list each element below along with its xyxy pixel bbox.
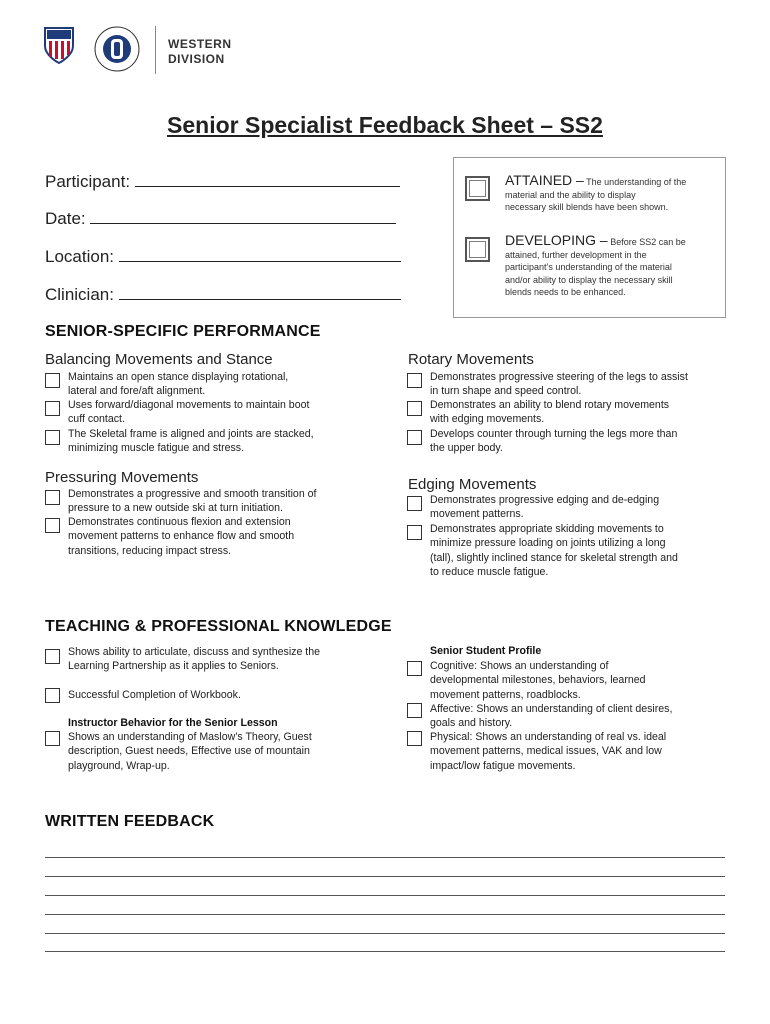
edging-checkbox-1[interactable] [407,496,422,511]
teaching-checkbox-3[interactable] [45,731,60,746]
cognitive-item: Cognitive: Shows an understanding of developmental milestones, behaviors, learned movement patterns, roadblocks. [430,660,646,701]
feedback-line[interactable] [45,933,725,934]
feedback-line[interactable] [45,857,725,858]
cognitive-checkbox[interactable] [407,661,422,676]
edging-checkbox-2[interactable] [407,525,422,540]
teaching-item-1: Shows ability to articulate, discuss and synthesize the Learning Partnership as it applies to Seniors. [68,646,321,673]
balancing-checkbox-1[interactable] [45,373,60,388]
clinician-field[interactable]: Clinician: [45,285,401,305]
rotary-checkbox-3[interactable] [407,430,422,445]
feedback-line[interactable] [45,876,725,877]
aasi-circle-logo [92,24,150,74]
participant-field[interactable]: Participant: [45,172,400,192]
developing-checkbox[interactable] [465,237,490,262]
affective-checkbox[interactable] [407,703,422,718]
teaching-item-3: Shows an understanding of Maslow’s Theory, Guest description, Guest needs, Effective use of mountain playground, Wrap-up. [68,731,312,772]
profile-title: Senior Student Profile [430,645,542,657]
rotary-item-3: Develops counter through turning the legs more than the upper body. [430,428,678,455]
rotary-checkbox-1[interactable] [407,373,422,388]
feedback-line[interactable] [45,895,725,896]
pressuring-title: Pressuring Movements [45,469,199,486]
rotary-checkbox-2[interactable] [407,401,422,416]
pressuring-checkbox-1[interactable] [45,490,60,505]
feedback-line[interactable] [45,951,725,952]
feedback-heading: WRITTEN FEEDBACK [45,813,215,830]
teaching-item-2: Successful Completion of Workbook. [68,689,241,701]
balancing-item-1: Maintains an open stance displaying rotational, lateral and fore/aft alignment. [68,371,289,398]
psia-shield-logo [44,26,74,64]
pressuring-checkbox-2[interactable] [45,518,60,533]
header-divider [155,26,156,74]
physical-item: Physical: Shows an understanding of real vs. ideal movement patterns, medical issues, VAK and low impact/low fatigue movements. [430,731,667,772]
rotary-item-2: Demonstrates an ability to blend rotary movements with edging movements. [430,399,670,426]
feedback-line[interactable] [45,914,725,915]
rotary-item-1: Demonstrates progressive steering of the legs to assist in turn shape and speed control. [430,371,688,398]
physical-checkbox[interactable] [407,731,422,746]
page-title: Senior Specialist Feedback Sheet – SS2 [167,112,603,138]
date-field[interactable]: Date: [45,209,396,229]
teaching-checkbox-2[interactable] [45,688,60,703]
edging-title: Edging Movements [408,476,537,493]
balancing-title: Balancing Movements and Stance [45,351,273,368]
balancing-checkbox-3[interactable] [45,430,60,445]
pressuring-item-1: Demonstrates a progressive and smooth transition of pressure to a new outside ski at turn initiation. [68,488,317,515]
pressuring-item-2: Demonstrates continuous flexion and extension movement patterns to enhance flow and smooth transitions, reducing impact stress. [68,516,295,557]
attained-description: ATTAINED – The understanding of the material and the ability to display necessary skill blends have been shown. [505,172,687,212]
performance-heading: SENIOR-SPECIFIC PERFORMANCE [45,323,321,340]
location-field[interactable]: Location: [45,247,401,267]
teaching-checkbox-1[interactable] [45,649,60,664]
edging-item-1: Demonstrates progressive edging and de-edging movement patterns. [430,494,660,521]
developing-description: DEVELOPING – Before SS2 can be attained, further development in the participant’s understanding of the material and/or ability to display the necessary skill blends needs to be enhanced. [505,232,686,297]
teaching-heading: TEACHING & PROFESSIONAL KNOWLEDGE [45,618,392,635]
edging-item-2: Demonstrates appropriate skidding movements to minimize pressure loading on joints utilizing a long (tall), slightly inclined stance for skeletal strength and to reduce muscle fatigue. [430,523,678,578]
behavior-title: Instructor Behavior for the Senior Lesson [68,717,278,729]
balancing-checkbox-2[interactable] [45,401,60,416]
attained-checkbox[interactable] [465,176,490,201]
rotary-title: Rotary Movements [408,351,534,368]
balancing-item-2: Uses forward/diagonal movements to maintain boot cuff contact. [68,399,310,426]
balancing-item-3: The Skeletal frame is aligned and joints are stacked, minimizing muscle fatigue and stress. [68,428,314,455]
western-division-label: WESTERN DIVISION [168,37,232,66]
affective-item: Affective: Shows an understanding of client desires, goals and history. [430,703,673,730]
